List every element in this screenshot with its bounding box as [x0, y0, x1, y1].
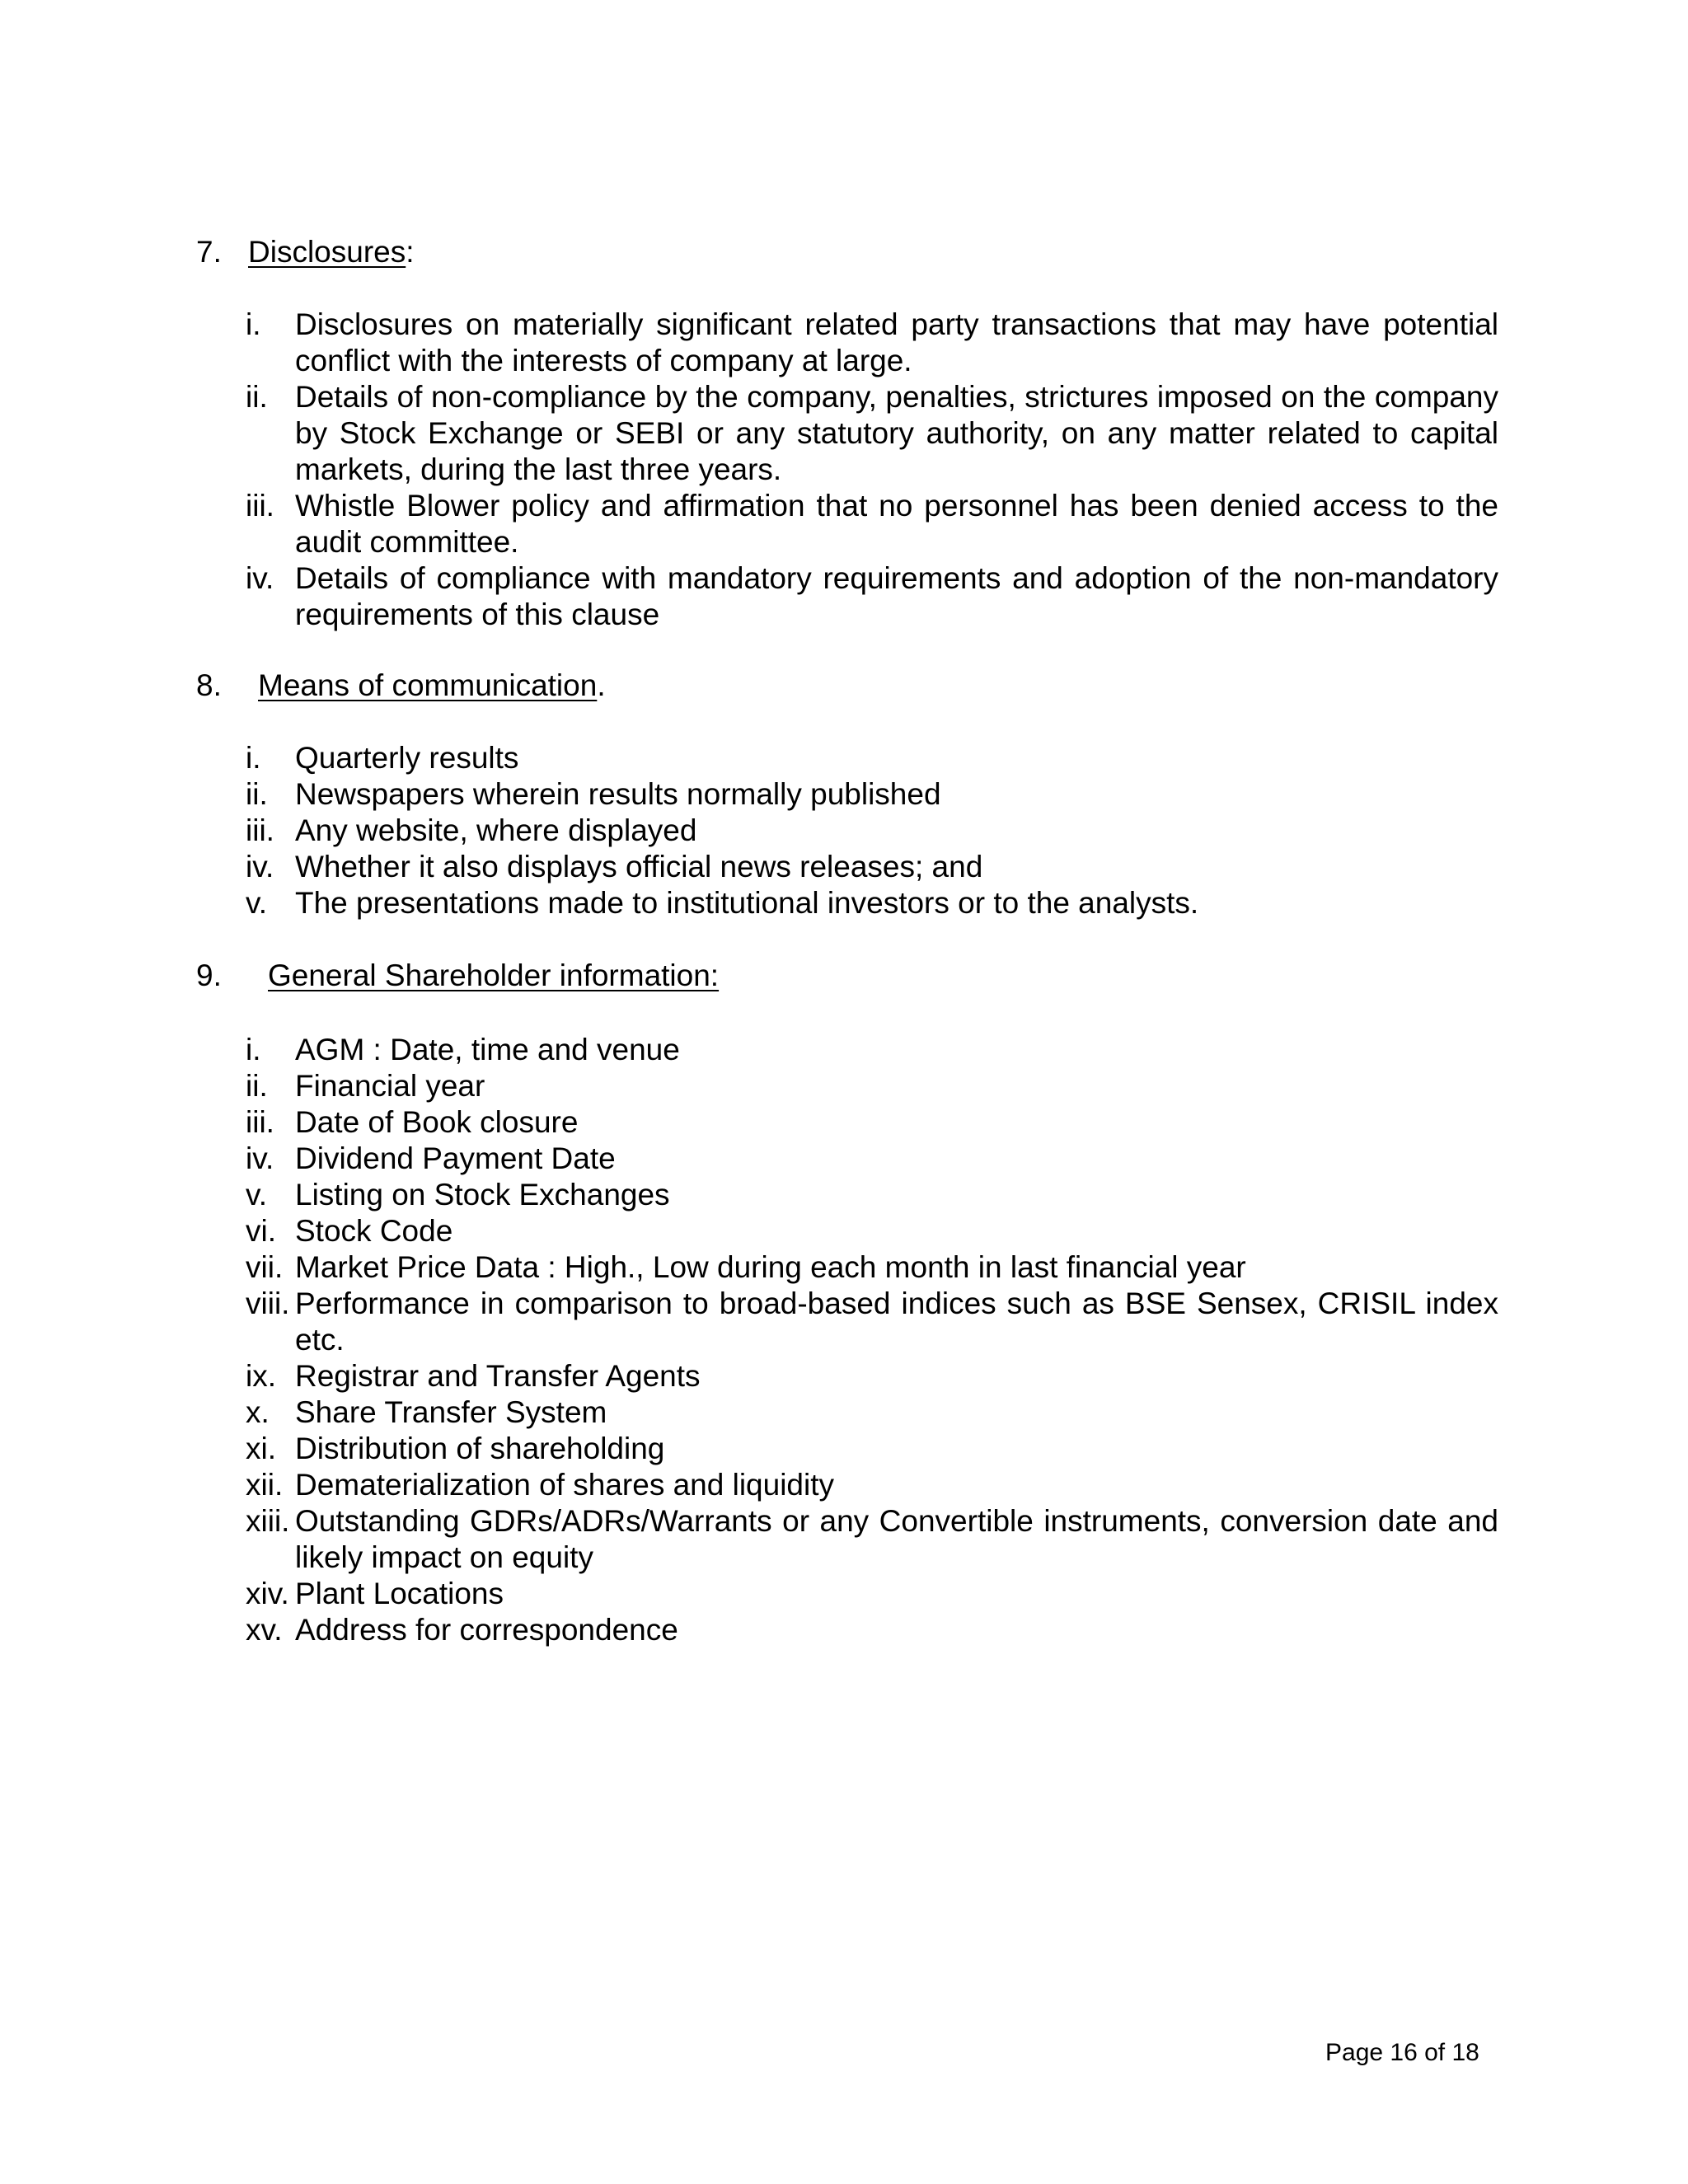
- item-marker: xv.: [246, 1613, 283, 1647]
- item-marker: iii.: [246, 1105, 274, 1139]
- item-marker: xii.: [246, 1468, 284, 1502]
- item-marker: v.: [246, 1178, 268, 1212]
- section-title: [248, 234, 415, 270]
- item-marker: v.: [246, 886, 268, 920]
- list-item: [196, 1068, 1498, 1104]
- section-title: [258, 668, 606, 704]
- list-item: [196, 1576, 1498, 1612]
- item-marker: xiv.: [246, 1577, 289, 1610]
- list-item: [196, 740, 1498, 776]
- item-text: Details of non-compliance by the company, penalties, strictures imposed on the company by Stock Exchange or SEBI or any statutory authority, on any matter related to capital markets, during the last three years.: [295, 380, 1498, 486]
- section-heading: [196, 234, 1498, 270]
- list-item: [196, 307, 1498, 379]
- list-item: [196, 1467, 1498, 1503]
- item-text: Market Price Data : High., Low during each month in last financial year: [295, 1250, 1246, 1284]
- section-title-text: General Shareholder information:: [268, 958, 720, 992]
- item-text: Distribution of shareholding: [295, 1432, 665, 1465]
- item-marker: viii.: [246, 1286, 290, 1320]
- list-item: [196, 1286, 1498, 1358]
- item-text: Address for correspondence: [295, 1613, 678, 1647]
- item-text: Date of Book closure: [295, 1105, 579, 1139]
- section-title-text: Means of communication: [258, 668, 598, 702]
- list-item: [196, 1431, 1498, 1467]
- item-text: Whether it also displays official news releases; and: [295, 850, 983, 883]
- item-marker: iv.: [246, 561, 274, 595]
- item-marker: vii.: [246, 1250, 284, 1284]
- item-marker: iii.: [246, 813, 274, 847]
- item-text: Performance in comparison to broad-based indices such as BSE Sensex, CRISIL index etc.: [295, 1286, 1498, 1357]
- item-text: Quarterly results: [295, 741, 519, 775]
- item-text: Dividend Payment Date: [295, 1141, 616, 1175]
- list-item: [196, 379, 1498, 488]
- item-marker: i.: [246, 741, 261, 775]
- section-title: [268, 958, 719, 994]
- item-marker: ix.: [246, 1359, 276, 1393]
- list-item: [196, 776, 1498, 813]
- section-disclosures: [196, 234, 1498, 633]
- list-item: [196, 1612, 1498, 1648]
- section-number: 9.: [196, 958, 222, 992]
- list-item: [196, 849, 1498, 885]
- item-text: Newspapers wherein results normally published: [295, 777, 941, 811]
- section-means-of-communication: [196, 668, 1498, 921]
- list-item: [196, 1249, 1498, 1286]
- item-marker: ii.: [246, 1069, 268, 1103]
- item-text: AGM : Date, time and venue: [295, 1033, 680, 1066]
- item-marker: iv.: [246, 1141, 274, 1175]
- item-text: Plant Locations: [295, 1577, 504, 1610]
- list-item: [196, 1104, 1498, 1141]
- list-item: [196, 1503, 1498, 1576]
- item-marker: ii.: [246, 777, 268, 811]
- section-title-suffix: .: [597, 668, 606, 702]
- item-marker: i.: [246, 1033, 261, 1066]
- item-marker: ii.: [246, 380, 268, 414]
- item-text: Outstanding GDRs/ADRs/Warrants or any Convertible instruments, conversion date and likely impact on equity: [295, 1504, 1498, 1574]
- item-text: The presentations made to institutional investors or to the analysts.: [295, 886, 1199, 920]
- item-marker: i.: [246, 307, 261, 341]
- item-text: Disclosures on materially significant related party transactions that may have potential conflict with the interests of company at large.: [295, 307, 1498, 377]
- item-text: Financial year: [295, 1069, 485, 1103]
- section-number: 8.: [196, 668, 222, 702]
- section-title-text: Disclosures: [248, 235, 406, 269]
- list-item: [196, 1213, 1498, 1249]
- communication-list: [196, 740, 1498, 921]
- list-item: [196, 560, 1498, 633]
- item-text: Any website, where displayed: [295, 813, 697, 847]
- section-heading: [196, 668, 1498, 704]
- section-title-suffix: :: [406, 235, 415, 269]
- item-marker: xi.: [246, 1432, 276, 1465]
- item-marker: iii.: [246, 489, 274, 523]
- list-item: [196, 885, 1498, 921]
- shareholder-info-list: [196, 1032, 1498, 1648]
- item-marker: vi.: [246, 1214, 276, 1248]
- list-item: [196, 1177, 1498, 1213]
- item-text: Listing on Stock Exchanges: [295, 1178, 670, 1212]
- item-text: Share Transfer System: [295, 1395, 607, 1429]
- page-number: Page 16 of 18: [1325, 2039, 1479, 2066]
- item-marker: xiii.: [246, 1504, 290, 1538]
- item-text: Stock Code: [295, 1214, 453, 1248]
- item-text: Registrar and Transfer Agents: [295, 1359, 701, 1393]
- item-text: Details of compliance with mandatory requirements and adoption of the non-mandatory requirements of this clause: [295, 561, 1498, 631]
- disclosures-list: [196, 307, 1498, 633]
- section-general-shareholder-information: [196, 958, 1498, 1648]
- list-item: [196, 1141, 1498, 1177]
- section-number: 7.: [196, 235, 222, 269]
- item-marker: x.: [246, 1395, 270, 1429]
- list-item: [196, 1358, 1498, 1394]
- list-item: [196, 1394, 1498, 1431]
- list-item: [196, 1032, 1498, 1068]
- list-item: [196, 488, 1498, 560]
- list-item: [196, 813, 1498, 849]
- section-heading: [196, 958, 1498, 994]
- item-marker: iv.: [246, 850, 274, 883]
- item-text: Whistle Blower policy and affirmation that no personnel has been denied access to the audit committee.: [295, 489, 1498, 559]
- item-text: Dematerialization of shares and liquidity: [295, 1468, 835, 1502]
